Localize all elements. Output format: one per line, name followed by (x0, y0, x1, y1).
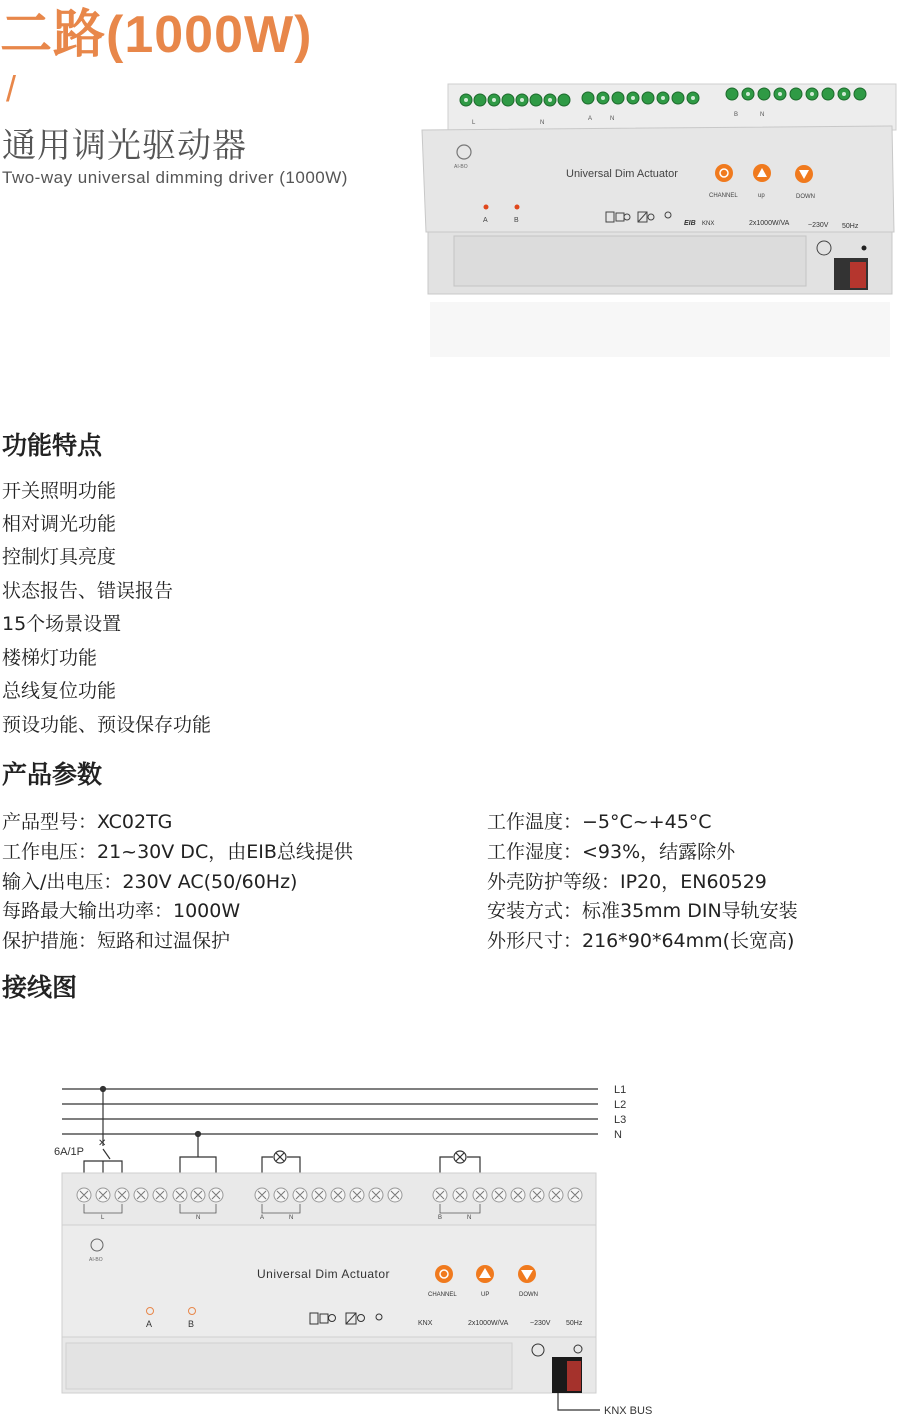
wd-button-label: UP (481, 1292, 490, 1298)
led-a (484, 205, 489, 210)
led-label: B (514, 217, 519, 224)
led-label: A (483, 217, 488, 224)
feature-item: 总线复位功能 (2, 680, 117, 702)
feature-item: 预设功能、预设保存功能 (2, 714, 212, 736)
device-terminal-label: L (472, 120, 476, 126)
line-label: N (614, 1129, 622, 1141)
device-button-up[interactable] (753, 164, 771, 182)
title-slash: / (6, 68, 17, 109)
feature-item: 楼梯灯功能 (2, 647, 98, 669)
wd-frequency: 50Hz (566, 1320, 583, 1327)
feature-item: 开关照明功能 (2, 480, 117, 502)
param-item: 输入/出电压：230V AC(50/60Hz) (2, 871, 298, 893)
wd-voltage: ~230V (530, 1320, 551, 1327)
product-name-en: Two-way universal dimming driver (1000W) (2, 168, 348, 187)
line-label: L1 (614, 1084, 627, 1096)
wd-led-label: A (146, 1319, 153, 1329)
wd-terminal-label: A (260, 1215, 265, 1221)
device-button-label: CHANNEL (709, 193, 738, 199)
device-name-label: Universal Dim Actuator (566, 168, 678, 180)
wd-button-down (518, 1265, 536, 1283)
wd-led-label: B (188, 1319, 195, 1329)
wd-button-label: DOWN (519, 1292, 538, 1298)
wd-terminal-label: B (438, 1215, 443, 1221)
feature-item: 相对调光功能 (2, 513, 117, 535)
knx-logo: KNX (702, 221, 715, 227)
feature-item: 控制灯具亮度 (2, 546, 117, 568)
wd-knx-logo: KNX (418, 1320, 433, 1327)
line-label: L3 (614, 1114, 627, 1126)
product-image (420, 62, 900, 362)
device-terminal-label: N (760, 112, 765, 118)
param-item: 工作电压：21~30V DC，由EIB总线提供 (2, 841, 353, 863)
svg-text:✕: ✕ (98, 1138, 107, 1149)
svg-text:AI-BO: AI-BO (454, 164, 468, 170)
device-frequency: 50Hz (842, 223, 859, 230)
device-terminal-label: N (540, 120, 545, 126)
device-button-label: DOWN (796, 194, 815, 200)
wd-button-label: CHANNEL (428, 1292, 457, 1298)
param-item: 产品型号：XC02TG (2, 811, 173, 833)
device-terminal-label: A (588, 116, 593, 122)
features-title: 功能特点 (2, 431, 103, 460)
param-item: 工作温度：−5°C~+45°C (487, 811, 712, 833)
feature-item: 15个场景设置 (2, 613, 122, 635)
wd-terminal-label: L (101, 1215, 105, 1221)
wd-device-name: Universal Dim Actuator (257, 1267, 391, 1281)
device-terminal-label: N (610, 116, 615, 122)
param-item: 工作湿度：<93%，结露除外 (487, 841, 736, 863)
feature-item: 状态报告、错误报告 (2, 580, 174, 602)
wd-button-up (476, 1265, 494, 1283)
knx-bus-label: KNX BUS (604, 1405, 653, 1417)
wd-button-channel (435, 1265, 453, 1283)
wd-terminal-label: N (467, 1215, 472, 1221)
led-b (515, 205, 520, 210)
page-title: 二路(1000W) (0, 6, 313, 64)
wd-rating: 2x1000W/VA (468, 1320, 509, 1327)
wd-terminal-label: N (196, 1215, 201, 1221)
params-title: 产品参数 (2, 760, 103, 789)
svg-text:AI-BO: AI-BO (89, 1257, 103, 1263)
device-rating: 2x1000W/VA (749, 220, 790, 227)
product-name-cn: 通用调光驱动器 (2, 126, 247, 166)
device-button-down[interactable] (795, 165, 813, 183)
wiring-title: 接线图 (2, 973, 78, 1002)
device-terminal-label: B (734, 112, 739, 118)
breaker-label: 6A/1P (54, 1146, 84, 1158)
param-item: 保护措施：短路和过温保护 (2, 930, 231, 952)
wd-terminal-label: N (289, 1215, 294, 1221)
device-button-channel[interactable] (715, 164, 733, 182)
param-item: 外形尺寸：216*90*64mm(长宽高) (487, 930, 795, 952)
param-item: 每路最大输出功率：1000W (2, 900, 241, 922)
device-voltage: ~230V (808, 222, 829, 229)
eib-logo: EIB (684, 220, 696, 227)
param-item: 外壳防护等级：IP20，EN60529 (487, 871, 767, 893)
line-label: L2 (614, 1099, 627, 1111)
wiring-diagram (40, 1075, 680, 1420)
device-button-label: up (758, 193, 765, 199)
param-item: 安装方式：标准35mm DIN导轨安装 (487, 900, 798, 922)
